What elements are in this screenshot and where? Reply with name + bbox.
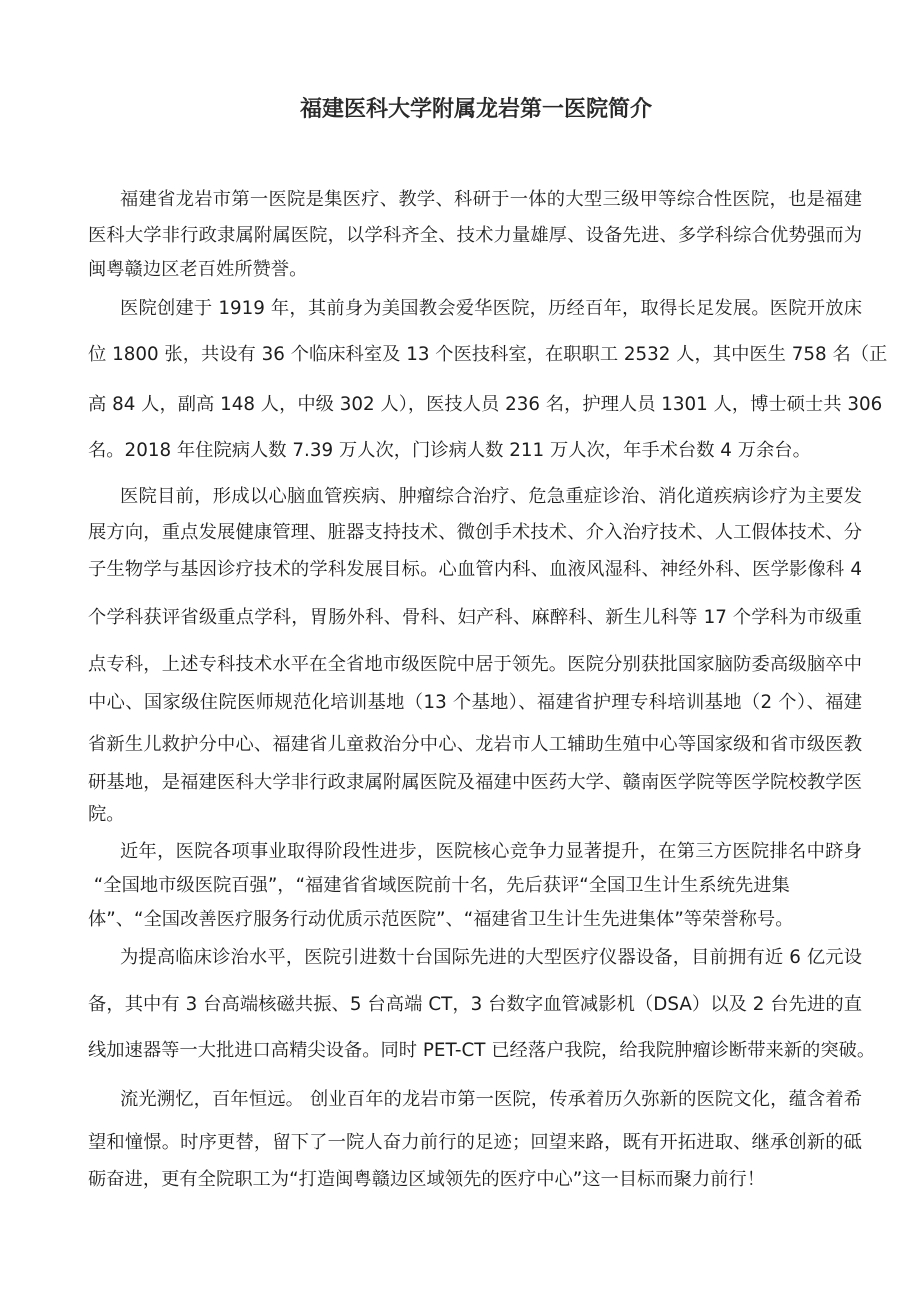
text-line: 流光溯忆，百年恒远。 创业百年的龙岩市第一医院，传承着历久弥新的医院文化，蕴含着希: [120, 1089, 862, 1110]
text-line: 医院创建于 1919 年，其前身为美国教会爱华医院，历经百年，取得长足发展。医院开放床: [120, 298, 862, 319]
text-line: 线加速器等一大批进口高精尖设备。同时 PET-CT 已经落户我院，给我院肿瘤诊断带来新的突破。: [88, 1040, 876, 1061]
document-title: 福建医科大学附属龙岩第一医院简介: [299, 97, 652, 122]
text-line: 子生物学与基因诊疗技术的学科发展目标。心血管内科、血液风湿科、神经外科、医学影像科 4: [88, 559, 862, 580]
text-line: 砺奋进，更有全院职工为“打造闽粤赣边区域领先的医疗中心”这一目标而聚力前行！: [88, 1169, 766, 1190]
text-line: “全国地市级医院百强”，“福建省省域医院前十名，先后获评“全国卫生计生系统先进集: [88, 875, 790, 896]
text-line: 备，其中有 3 台高端核磁共振、5 台高端 CT，3 台数字血管减影机（DSA）以及 2 台先进的直: [88, 994, 862, 1015]
text-line: 研基地，是福建医科大学非行政隶属附属医院及福建中医药大学、赣南医学院等医学院校教学医: [88, 772, 862, 793]
text-line: 福建省龙岩市第一医院是集医疗、教学、科研于一体的大型三级甲等综合性医院，也是福建: [120, 189, 862, 210]
text-line: 闽粤赣边区老百姓所赞誉。: [88, 259, 308, 280]
text-line: 近年，医院各项事业取得阶段性进步，医院核心竞争力显著提升，在第三方医院排名中跻身: [120, 841, 862, 862]
text-line: 医院目前，形成以心脑血管疾病、肿瘤综合治疗、危急重症诊治、消化道疾病诊疗为主要发: [120, 486, 862, 507]
text-line: 省新生儿救护分中心、福建省儿童救治分中心、龙岩市人工辅助生殖中心等国家级和省市级医教: [88, 734, 862, 755]
text-line: 名。2018 年住院病人数 7.39 万人次，门诊病人数 211 万人次，年手术台数 4 万余台。: [88, 440, 811, 461]
text-line: 院。: [88, 804, 125, 825]
text-line: 展方向，重点发展健康管理、脏器支持技术、微创手术技术、介入治疗技术、人工假体技术、分: [88, 522, 862, 543]
text-line: 体”、“全国改善医疗服务行动优质示范医院”、“福建省卫生计生先进集体”等荣誉称号。: [88, 909, 794, 930]
text-line: 个学科获评省级重点学科，胃肠外科、骨科、妇产科、麻醉科、新生儿科等 17 个学科为市级重: [88, 607, 862, 628]
text-line: 点专科，上述专科技术水平在全省地市级医院中居于领先。医院分别获批国家脑防委高级脑卒中: [88, 654, 862, 675]
text-line: 高 84 人，副高 148 人，中级 302 人），医技人员 236 名，护理人员 1301 人，博士硕士共 306: [88, 394, 883, 415]
text-line: 为提高临床诊治水平，医院引进数十台国际先进的大型医疗仪器设备，目前拥有近 6 亿元设: [120, 947, 862, 968]
text-line: 位 1800 张，共设有 36 个临床科室及 13 个医技科室，在职职工 2532 人，其中医生 758 名（正: [88, 344, 888, 365]
text-line: 医科大学非行政隶属附属医院，以学科齐全、技术力量雄厚、设备先进、多学科综合优势强而为: [88, 225, 862, 246]
text-line: 中心、国家级住院医师规范化培训基地（13 个基地）、福建省护理专科培训基地（2 个）、福建: [88, 692, 862, 713]
text-line: 望和憧憬。时序更替，留下了一院人奋力前行的足迹；回望来路，既有开拓进取、继承创新的砥: [88, 1132, 862, 1153]
